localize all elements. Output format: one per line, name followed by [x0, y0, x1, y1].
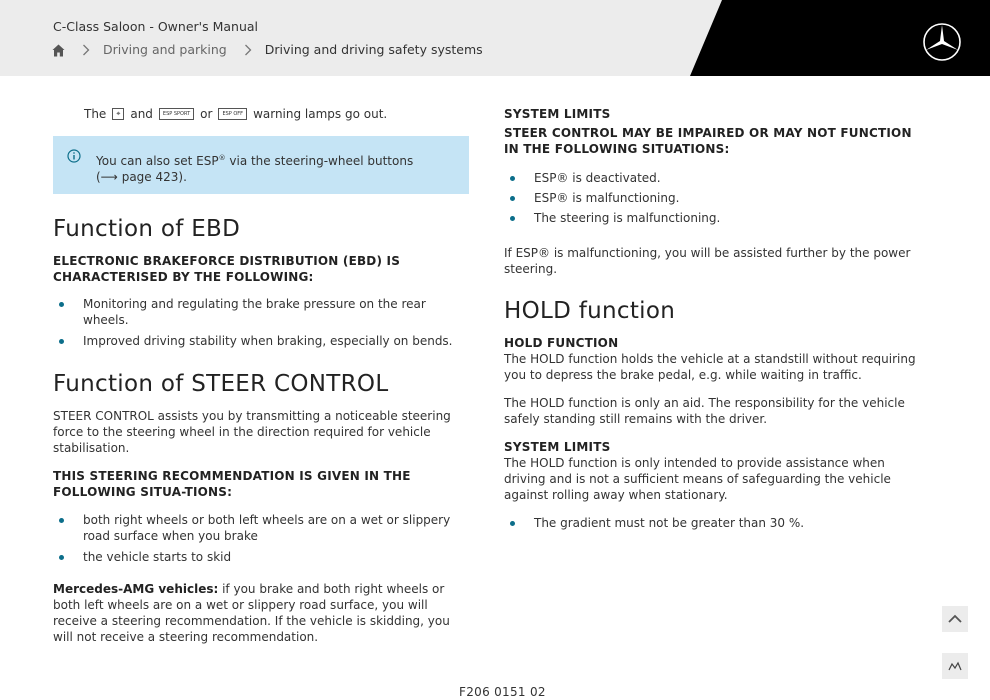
chevron-right-icon	[244, 44, 252, 56]
chevron-up-icon	[942, 606, 968, 632]
amg-note: Mercedes-AMG vehicles: if you brake and both right wheels or both left wheels are on a wet or slippery road surface, you will receive a steering recommendation. If the vehicle is skidding, you will not receive a steering recommendation.	[53, 582, 450, 644]
chevron-right-icon	[82, 44, 90, 56]
steer-control-text: STEER CONTROL assists you by transmitting a noticeable steering force to the steering wheel in the direction required for vehicle stabilisation.	[53, 409, 451, 455]
document-title: C-Class Saloon - Owner's Manual	[53, 19, 258, 34]
info-icon	[67, 149, 81, 163]
esp-sport-lamp-icon: ESP SPORT	[159, 108, 194, 120]
list-item: both right wheels or both left wheels are on a wet or slippery road surface when you brake	[53, 512, 469, 544]
list-item: the vehicle starts to skid	[53, 549, 469, 565]
left-column	[53, 98, 469, 645]
page-link[interactable]: (⟶ page 423).	[96, 170, 187, 184]
breadcrumb-item-driving-and-parking[interactable]: Driving and parking	[103, 42, 227, 57]
info-text: You can also set ESP® via the steering-wheel buttons (⟶ page 423).	[96, 154, 414, 184]
lamps-line: The ⎈ and ESP SPORT or ESP OFF warning lamps go out.	[84, 107, 388, 121]
mercedes-star-logo[interactable]	[922, 22, 962, 62]
esp-note: If ESP® is malfunctioning, you will be assisted further by the power steering.	[504, 246, 911, 276]
hold-limits-heading: SYSTEM LIMITS	[504, 440, 611, 454]
hold-text-2: The HOLD function is only an aid. The responsibility for the vehicle safely standing still remains with the driver.	[504, 396, 905, 426]
hold-text-3: The HOLD function is only intended to provide assistance when driving and is not a sufficient means of safeguarding the vehicle against rolling away when stationary.	[504, 456, 891, 502]
system-limits-heading: SYSTEM LIMITS	[504, 107, 611, 121]
esp-off-lamp-icon: ESP OFF	[218, 108, 247, 120]
right-column	[504, 98, 916, 531]
section-title-ebd: Function of EBD	[53, 216, 241, 242]
steer-list	[53, 512, 469, 565]
hold-caps-heading: HOLD FUNCTION	[504, 336, 619, 350]
page-nav-icon	[942, 653, 968, 679]
ebd-caps-heading: ELECTRONIC BRAKEFORCE DISTRIBUTION (EBD) IS CHARACTERISED BY THE FOLLOWING:	[53, 254, 401, 284]
section-title-steer-control: Function of STEER CONTROL	[53, 371, 389, 397]
list-item: The gradient must not be greater than 30 %.	[504, 515, 916, 531]
home-icon[interactable]	[52, 44, 65, 57]
breadcrumb	[52, 42, 483, 58]
list-item: ESP® is malfunctioning.	[504, 190, 916, 206]
list-item: Monitoring and regulating the brake pressure on the rear wheels.	[53, 296, 469, 328]
limits-list	[504, 170, 916, 226]
scroll-to-top-button[interactable]	[942, 606, 968, 632]
ebd-list	[53, 296, 469, 349]
figure-code: F206 0151 02	[459, 685, 546, 699]
steer-caps-heading: THIS STEERING RECOMMENDATION IS GIVEN IN THE FOLLOWING SITUA-TIONS:	[53, 469, 411, 499]
list-item: The steering is malfunctioning.	[504, 210, 916, 226]
info-box	[53, 136, 469, 194]
header-bar	[0, 0, 990, 76]
hold-text-1: The HOLD function holds the vehicle at a standstill without requiring you to depress the brake pedal, e.g. while waiting in traffic.	[504, 352, 916, 382]
breadcrumb-item-current: Driving and driving safety systems	[264, 42, 483, 57]
page-nav-button[interactable]	[942, 653, 968, 679]
hold-list	[504, 515, 916, 531]
steer-limits-caps: STEER CONTROL MAY BE IMPAIRED OR MAY NOT FUNCTION IN THE FOLLOWING SITUATIONS:	[504, 126, 912, 156]
section-title-hold: HOLD function	[504, 298, 676, 324]
steering-lamp-icon: ⎈	[112, 108, 124, 120]
list-item: Improved driving stability when braking, especially on bends.	[53, 333, 469, 349]
list-item: ESP® is deactivated.	[504, 170, 916, 186]
